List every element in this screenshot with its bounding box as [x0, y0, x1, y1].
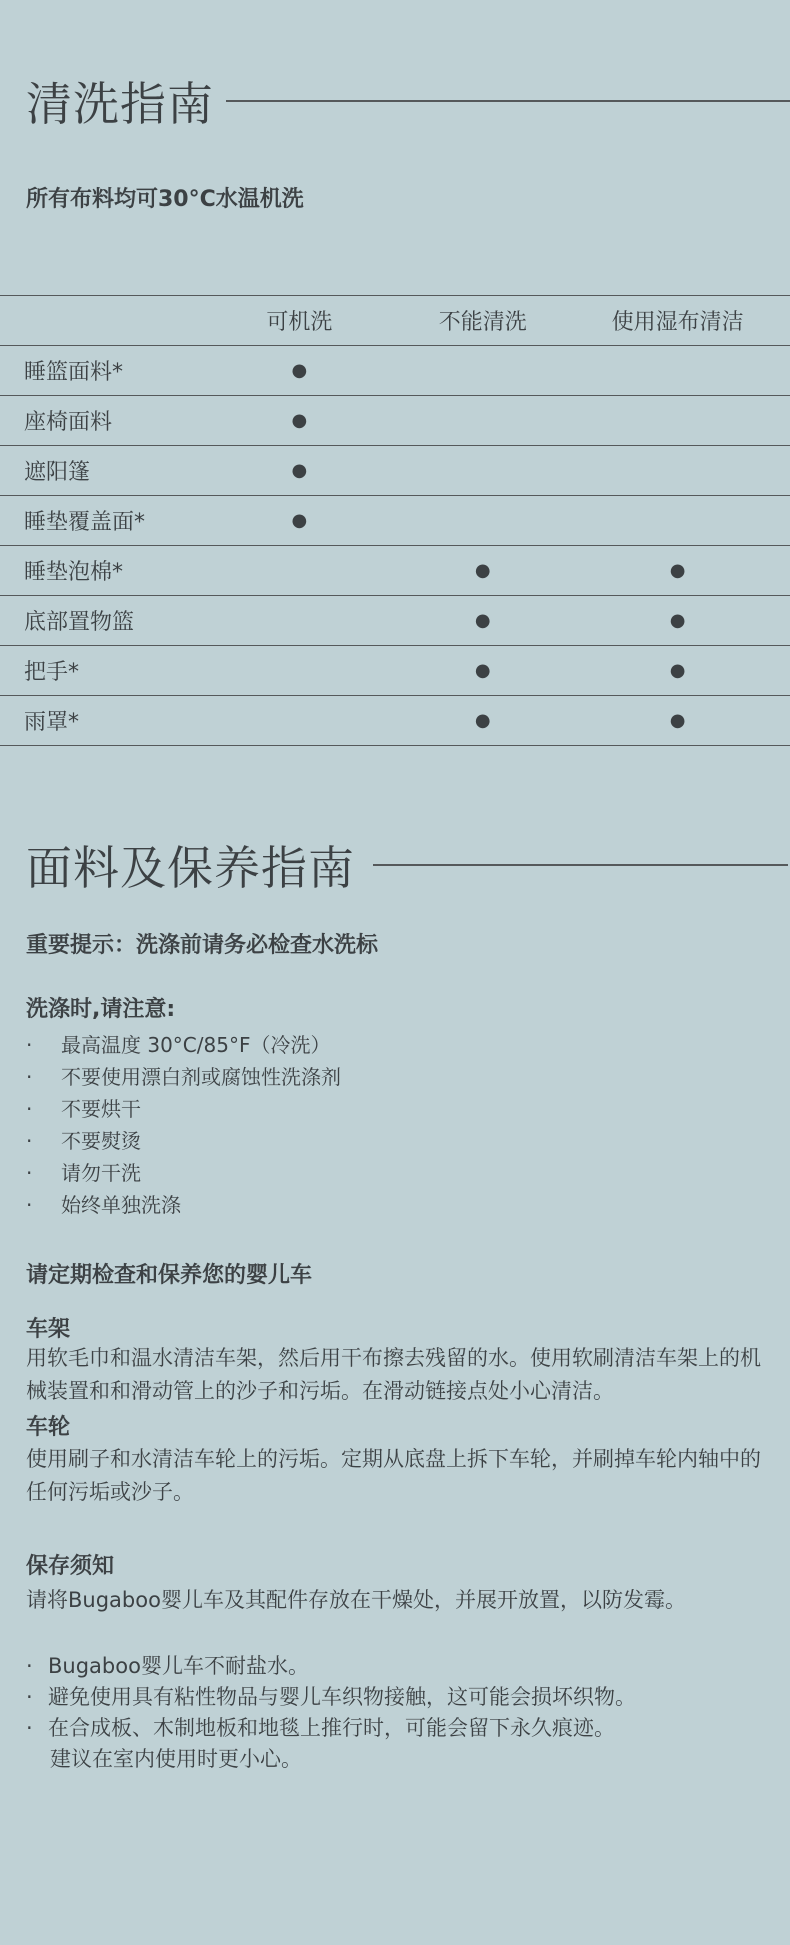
care-mark-cell: [400, 396, 565, 446]
table-row: [0, 446, 790, 496]
bullet: ·: [26, 1716, 33, 1740]
list-item: [26, 1651, 636, 1682]
row-label: 把手*: [0, 646, 199, 696]
bullet: ·: [26, 1097, 33, 1121]
bullet: ·: [26, 1033, 33, 1057]
cleaning-guide-header: [26, 68, 790, 134]
care-mark-cell: [400, 646, 565, 696]
row-label: 睡垫泡棉*: [0, 546, 199, 596]
header-machine-wash: 可机洗: [199, 296, 401, 346]
care-mark-cell: [565, 696, 790, 746]
page-title: 清洗指南: [26, 77, 214, 131]
wash-list: [26, 1029, 341, 1221]
bullet: ·: [26, 1129, 33, 1153]
frame-text: 用软毛巾和温水清洁车架，然后用干布擦去残留的水。使用软刷清洁车架上的机械装置和和滑动管上的沙子和污垢。在滑动链接点处小心清洁。: [26, 1346, 761, 1403]
dot-icon: ●: [474, 560, 491, 581]
list-item-continuation: 建议在室内使用时更小心。: [50, 1747, 302, 1771]
list-item: [26, 1093, 341, 1125]
care-mark-cell: [199, 646, 401, 696]
bullet: ·: [26, 1685, 33, 1709]
list-item-text: 不要使用漂白剂或腐蚀性洗涤剂: [61, 1065, 341, 1089]
care-mark-cell: [565, 396, 790, 446]
row-label: 座椅面料: [0, 396, 199, 446]
bullet: ·: [26, 1065, 33, 1089]
table-row: [0, 596, 790, 646]
maintain-heading: 请定期检查和保养您的婴儿车: [26, 1263, 313, 1288]
care-mark-cell: [565, 596, 790, 646]
care-mark-cell: [565, 446, 790, 496]
frame-heading: 车架: [26, 1317, 71, 1342]
dot-icon: ●: [669, 610, 686, 631]
bullet: ·: [26, 1193, 33, 1217]
care-mark-cell: [400, 446, 565, 496]
header-wipe-clean: 使用湿布清洁: [565, 296, 790, 346]
title-divider: [226, 100, 790, 102]
list-item-text: Bugaboo婴儿车不耐盐水。: [48, 1654, 309, 1678]
list-item-text: 不要烘干: [61, 1097, 141, 1121]
list-item-text: 在合成板、木制地板和地毯上推行时，可能会留下永久痕迹。: [48, 1716, 615, 1740]
care-mark-cell: [400, 346, 565, 396]
care-mark-cell: [199, 446, 401, 496]
dot-icon: ●: [291, 410, 308, 431]
list-item-text: 请勿干洗: [61, 1161, 141, 1185]
dot-icon: ●: [669, 710, 686, 731]
row-label: 睡垫覆盖面*: [0, 496, 199, 546]
table-row: [0, 396, 790, 446]
wheel-text: 使用刷子和水清洁车轮上的污垢。定期从底盘上拆下车轮，并刷掉车轮内轴中的任何污垢或沙子。: [26, 1447, 761, 1504]
table-row: [0, 496, 790, 546]
table-row: [0, 696, 790, 746]
list-item: [26, 1682, 636, 1713]
list-item: [26, 1189, 341, 1221]
list-item-text: 不要熨烫: [61, 1129, 141, 1153]
dot-icon: ●: [669, 660, 686, 681]
section-title: 面料及保养指南: [26, 841, 355, 895]
care-mark-cell: [565, 496, 790, 546]
title-divider: [373, 864, 788, 866]
table-header-row: [0, 296, 790, 346]
dot-icon: ●: [291, 460, 308, 481]
notes-list: [26, 1651, 636, 1775]
care-mark-cell: [199, 546, 401, 596]
important-note: 重要提示：洗涤前请务必检查水洗标: [26, 933, 379, 958]
wheel-heading: 车轮: [26, 1415, 71, 1440]
list-item: [26, 1061, 341, 1093]
fabric-care-header: [26, 832, 788, 898]
bullet: ·: [26, 1161, 33, 1185]
dot-icon: ●: [474, 660, 491, 681]
care-mark-cell: [199, 696, 401, 746]
care-mark-cell: [199, 596, 401, 646]
row-label: 睡篮面料*: [0, 346, 199, 396]
table-row: [0, 646, 790, 696]
list-item: [26, 1029, 341, 1061]
care-mark-cell: [400, 596, 565, 646]
care-mark-cell: [199, 496, 401, 546]
list-item-text: 最高温度 30°C/85°F（冷洗）: [61, 1033, 331, 1057]
storage-text: 请将Bugaboo婴儿车及其配件存放在干燥处，并展开放置，以防发霉。: [26, 1588, 686, 1612]
header-empty: [0, 296, 199, 346]
list-item-text: 始终单独洗涤: [61, 1193, 181, 1217]
list-item: [26, 1157, 341, 1189]
care-mark-cell: [400, 696, 565, 746]
care-mark-cell: [565, 346, 790, 396]
dot-icon: ●: [291, 360, 308, 381]
care-mark-cell: [199, 396, 401, 446]
table-row: [0, 346, 790, 396]
row-label: 遮阳篷: [0, 446, 199, 496]
list-item-text: 避免使用具有粘性物品与婴儿车织物接触，这可能会损坏织物。: [48, 1685, 636, 1709]
table-row: [0, 546, 790, 596]
list-item: [26, 1125, 341, 1157]
row-label: 雨罩*: [0, 696, 199, 746]
row-label: 底部置物篮: [0, 596, 199, 646]
care-mark-cell: [400, 496, 565, 546]
bullet: ·: [26, 1654, 33, 1678]
dot-icon: ●: [291, 510, 308, 531]
fabric-wash-note: 所有布料均可30°C水温机洗: [26, 187, 304, 212]
care-mark-cell: [565, 546, 790, 596]
storage-heading: 保存须知: [26, 1554, 115, 1579]
care-mark-cell: [565, 646, 790, 696]
list-item: [26, 1713, 636, 1775]
dot-icon: ●: [669, 560, 686, 581]
care-table: [0, 295, 790, 746]
dot-icon: ●: [474, 710, 491, 731]
care-mark-cell: [199, 346, 401, 396]
dot-icon: ●: [474, 610, 491, 631]
care-mark-cell: [400, 546, 565, 596]
header-no-wash: 不能清洗: [400, 296, 565, 346]
wash-heading: 洗涤时,请注意:: [26, 997, 176, 1022]
